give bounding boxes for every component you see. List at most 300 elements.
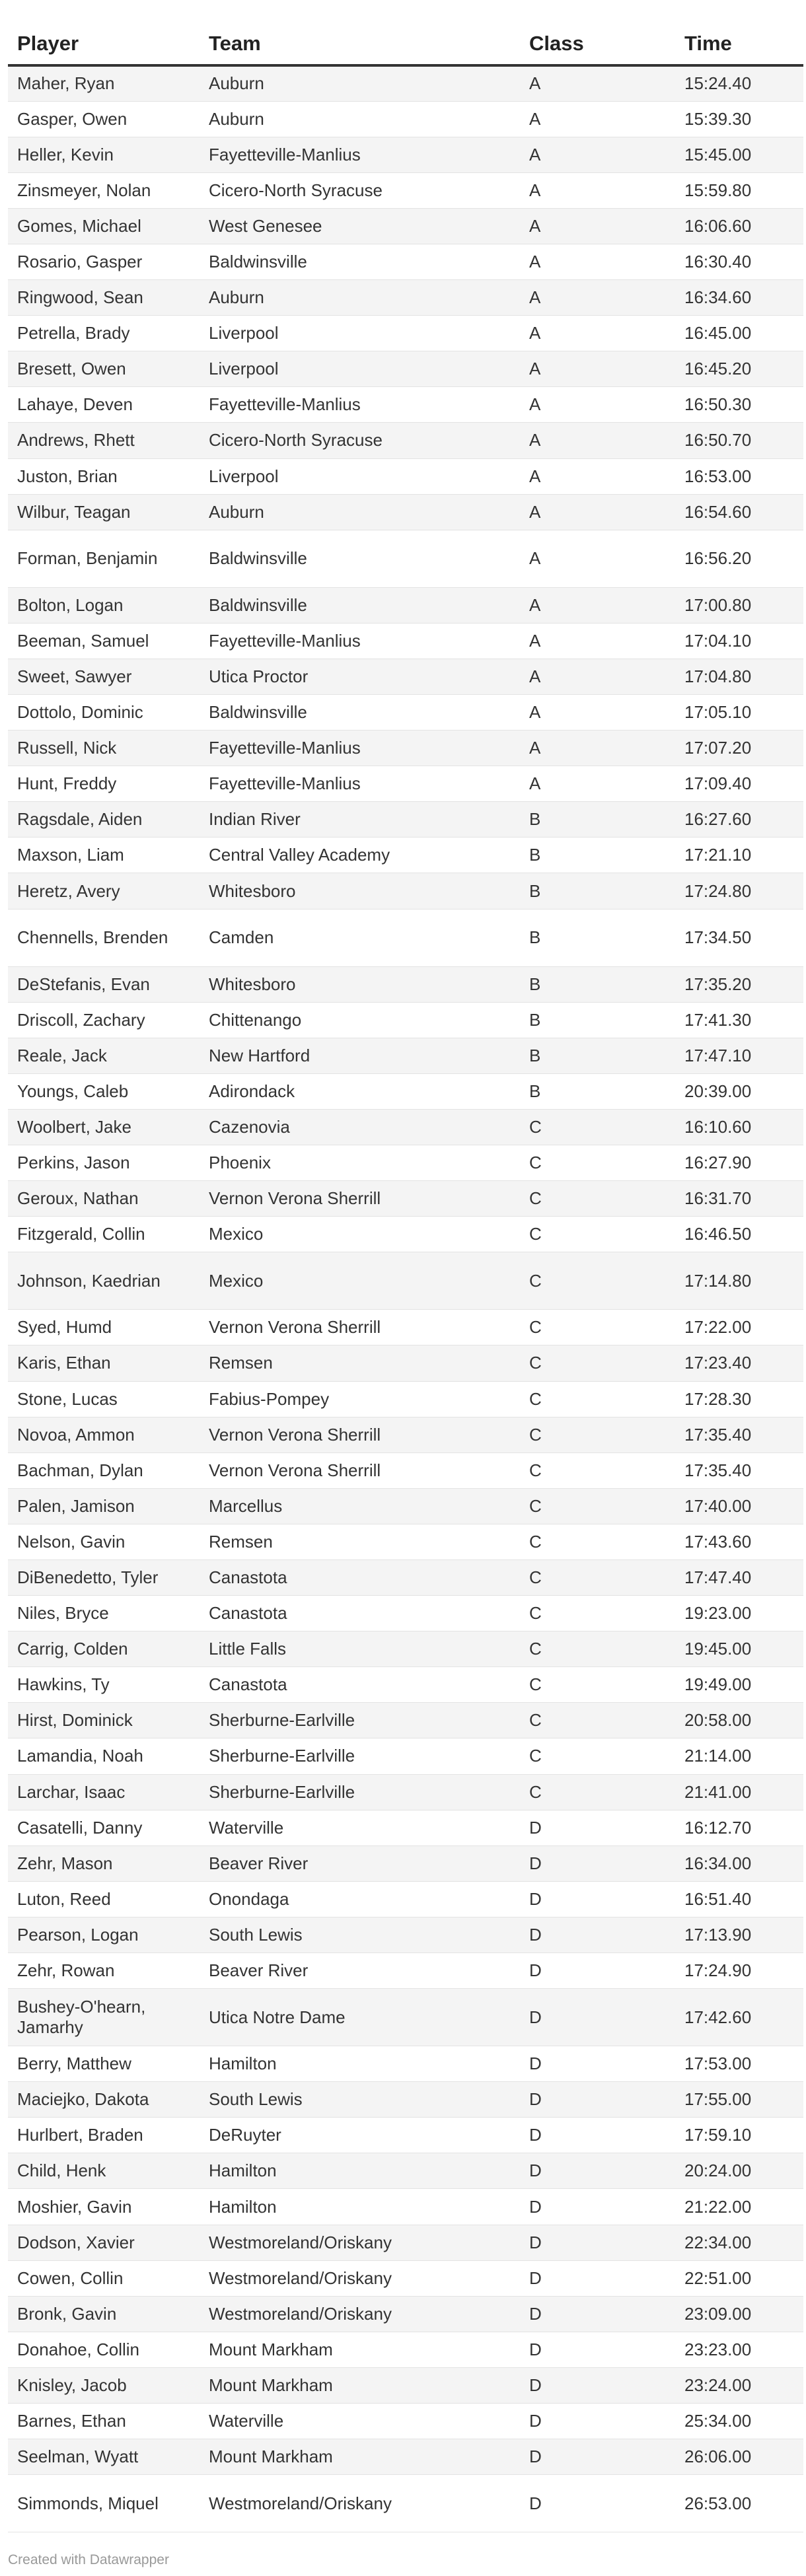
cell-class: D bbox=[520, 2046, 675, 2082]
cell-class: B bbox=[520, 1002, 675, 1038]
cell-team: Liverpool bbox=[200, 351, 520, 387]
cell-player: Geroux, Nathan bbox=[8, 1181, 200, 1217]
cell-team: Remsen bbox=[200, 1345, 520, 1381]
cell-time: 17:47.40 bbox=[675, 1559, 803, 1595]
table-row bbox=[8, 802, 803, 838]
table-row bbox=[8, 1953, 803, 1989]
cell-team: Cicero-North Syracuse bbox=[200, 423, 520, 458]
cell-player: Hirst, Dominick bbox=[8, 1703, 200, 1738]
table-row bbox=[8, 1524, 803, 1559]
cell-player: Rosario, Gasper bbox=[8, 244, 200, 279]
table-row bbox=[8, 766, 803, 802]
cell-time: 16:30.40 bbox=[675, 244, 803, 279]
table-row bbox=[8, 1038, 803, 1073]
cell-time: 23:23.00 bbox=[675, 2332, 803, 2367]
cell-player: Knisley, Jacob bbox=[8, 2367, 200, 2403]
cell-player: Stone, Lucas bbox=[8, 1381, 200, 1417]
cell-team: Phoenix bbox=[200, 1145, 520, 1181]
cell-time: 16:34.60 bbox=[675, 280, 803, 316]
table-row bbox=[8, 458, 803, 494]
cell-class: C bbox=[520, 1310, 675, 1345]
cell-team: Mount Markham bbox=[200, 2367, 520, 2403]
cell-player: Johnson, Kaedrian bbox=[8, 1252, 200, 1310]
table-row bbox=[8, 1631, 803, 1667]
cell-class: A bbox=[520, 280, 675, 316]
cell-class: C bbox=[520, 1596, 675, 1631]
table-row bbox=[8, 909, 803, 966]
cell-player: Bachman, Dylan bbox=[8, 1452, 200, 1488]
cell-player: Larchar, Isaac bbox=[8, 1774, 200, 1810]
cell-class: A bbox=[520, 458, 675, 494]
cell-player: Bronk, Gavin bbox=[8, 2296, 200, 2332]
table-row bbox=[8, 1310, 803, 1345]
table-row bbox=[8, 1596, 803, 1631]
cell-team: Fayetteville-Manlius bbox=[200, 731, 520, 766]
cell-player: DiBenedetto, Tyler bbox=[8, 1559, 200, 1595]
cell-team: Westmoreland/Oriskany bbox=[200, 2296, 520, 2332]
cell-player: Zehr, Mason bbox=[8, 1845, 200, 1881]
cell-team: Mexico bbox=[200, 1252, 520, 1310]
cell-class: D bbox=[520, 1845, 675, 1881]
cell-player: Dodson, Xavier bbox=[8, 2225, 200, 2260]
cell-time: 19:23.00 bbox=[675, 1596, 803, 1631]
cell-time: 16:31.70 bbox=[675, 1181, 803, 1217]
cell-team: Vernon Verona Sherrill bbox=[200, 1417, 520, 1452]
cell-class: B bbox=[520, 1038, 675, 1073]
cell-player: Zehr, Rowan bbox=[8, 1953, 200, 1989]
table-row bbox=[8, 1559, 803, 1595]
cell-player: Simmonds, Miquel bbox=[8, 2475, 200, 2532]
table-row bbox=[8, 1917, 803, 1952]
column-header-team[interactable]: Team bbox=[200, 22, 520, 65]
cell-team: Westmoreland/Oriskany bbox=[200, 2225, 520, 2260]
cell-player: Lamandia, Noah bbox=[8, 1738, 200, 1774]
header-row bbox=[8, 22, 803, 65]
cell-player: Maciejko, Dakota bbox=[8, 2082, 200, 2118]
cell-time: 26:06.00 bbox=[675, 2439, 803, 2475]
cell-player: Berry, Matthew bbox=[8, 2046, 200, 2082]
cell-player: Gasper, Owen bbox=[8, 101, 200, 137]
cell-time: 17:07.20 bbox=[675, 731, 803, 766]
cell-team: Westmoreland/Oriskany bbox=[200, 2260, 520, 2296]
cell-class: A bbox=[520, 623, 675, 659]
table-row bbox=[8, 2404, 803, 2439]
cell-team: Auburn bbox=[200, 494, 520, 530]
footer-credit: Created with Datawrapper bbox=[8, 2552, 169, 2567]
cell-player: Moshier, Gavin bbox=[8, 2189, 200, 2225]
cell-class: C bbox=[520, 1703, 675, 1738]
cell-class: A bbox=[520, 494, 675, 530]
cell-time: 16:34.00 bbox=[675, 1845, 803, 1881]
cell-player: Chennells, Brenden bbox=[8, 909, 200, 966]
table-row bbox=[8, 1881, 803, 1917]
cell-class: C bbox=[520, 1667, 675, 1703]
cell-time: 19:49.00 bbox=[675, 1667, 803, 1703]
cell-player: Hawkins, Ty bbox=[8, 1667, 200, 1703]
cell-time: 16:27.90 bbox=[675, 1145, 803, 1181]
cell-class: A bbox=[520, 530, 675, 587]
cell-class: C bbox=[520, 1559, 675, 1595]
cell-class: D bbox=[520, 2367, 675, 2403]
table-row bbox=[8, 1667, 803, 1703]
cell-class: A bbox=[520, 766, 675, 802]
cell-time: 17:47.10 bbox=[675, 1038, 803, 1073]
cell-time: 22:34.00 bbox=[675, 2225, 803, 2260]
table-row bbox=[8, 1181, 803, 1217]
cell-class: B bbox=[520, 966, 675, 1002]
cell-time: 16:54.60 bbox=[675, 494, 803, 530]
cell-player: Bolton, Logan bbox=[8, 587, 200, 623]
cell-class: D bbox=[520, 1810, 675, 1845]
cell-class: C bbox=[520, 1252, 675, 1310]
table-row bbox=[8, 2046, 803, 2082]
table-row bbox=[8, 966, 803, 1002]
cell-class: C bbox=[520, 1524, 675, 1559]
cell-player: Beeman, Samuel bbox=[8, 623, 200, 659]
cell-player: Lahaye, Deven bbox=[8, 387, 200, 423]
table-row bbox=[8, 1845, 803, 1881]
cell-class: C bbox=[520, 1774, 675, 1810]
cell-class: B bbox=[520, 909, 675, 966]
cell-team: Sherburne-Earlville bbox=[200, 1738, 520, 1774]
cell-class: B bbox=[520, 873, 675, 909]
cell-player: Andrews, Rhett bbox=[8, 423, 200, 458]
cell-time: 16:50.70 bbox=[675, 423, 803, 458]
cell-time: 16:50.30 bbox=[675, 387, 803, 423]
cell-player: Child, Henk bbox=[8, 2153, 200, 2189]
table-row bbox=[8, 2189, 803, 2225]
table-row bbox=[8, 695, 803, 731]
cell-time: 26:53.00 bbox=[675, 2475, 803, 2532]
cell-class: C bbox=[520, 1145, 675, 1181]
cell-team: Utica Notre Dame bbox=[200, 1989, 520, 2046]
cell-team: Mexico bbox=[200, 1217, 520, 1252]
cell-team: Mount Markham bbox=[200, 2332, 520, 2367]
table-row bbox=[8, 1073, 803, 1109]
cell-team: South Lewis bbox=[200, 2082, 520, 2118]
table-row bbox=[8, 1703, 803, 1738]
cell-time: 17:35.40 bbox=[675, 1452, 803, 1488]
cell-team: Whitesboro bbox=[200, 873, 520, 909]
cell-time: 17:43.60 bbox=[675, 1524, 803, 1559]
cell-class: C bbox=[520, 1109, 675, 1145]
cell-player: Bresett, Owen bbox=[8, 351, 200, 387]
cell-class: A bbox=[520, 731, 675, 766]
cell-class: C bbox=[520, 1452, 675, 1488]
cell-time: 17:24.80 bbox=[675, 873, 803, 909]
cell-class: B bbox=[520, 802, 675, 838]
cell-time: 17:28.30 bbox=[675, 1381, 803, 1417]
cell-player: Palen, Jamison bbox=[8, 1488, 200, 1524]
table-row bbox=[8, 494, 803, 530]
cell-player: Luton, Reed bbox=[8, 1881, 200, 1917]
cell-class: C bbox=[520, 1488, 675, 1524]
cell-player: Heller, Kevin bbox=[8, 137, 200, 172]
cell-player: Sweet, Sawyer bbox=[8, 659, 200, 694]
cell-team: Beaver River bbox=[200, 1953, 520, 1989]
cell-team: Little Falls bbox=[200, 1631, 520, 1667]
cell-team: Sherburne-Earlville bbox=[200, 1774, 520, 1810]
table-row bbox=[8, 530, 803, 587]
table-row bbox=[8, 2153, 803, 2189]
cell-player: Ragsdale, Aiden bbox=[8, 802, 200, 838]
cell-team: Waterville bbox=[200, 2404, 520, 2439]
cell-time: 17:22.00 bbox=[675, 1310, 803, 1345]
cell-player: Woolbert, Jake bbox=[8, 1109, 200, 1145]
cell-time: 21:22.00 bbox=[675, 2189, 803, 2225]
cell-team: Vernon Verona Sherrill bbox=[200, 1452, 520, 1488]
table-row bbox=[8, 731, 803, 766]
cell-time: 22:51.00 bbox=[675, 2260, 803, 2296]
cell-player: Dottolo, Dominic bbox=[8, 695, 200, 731]
cell-class: B bbox=[520, 838, 675, 873]
table-row bbox=[8, 2225, 803, 2260]
cell-player: Driscoll, Zachary bbox=[8, 1002, 200, 1038]
cell-player: Reale, Jack bbox=[8, 1038, 200, 1073]
cell-time: 17:55.00 bbox=[675, 2082, 803, 2118]
cell-player: Hunt, Freddy bbox=[8, 766, 200, 802]
table-row bbox=[8, 1738, 803, 1774]
cell-time: 17:04.80 bbox=[675, 659, 803, 694]
cell-team: Waterville bbox=[200, 1810, 520, 1845]
cell-player: Fitzgerald, Collin bbox=[8, 1217, 200, 1252]
cell-team: Auburn bbox=[200, 101, 520, 137]
cell-player: Juston, Brian bbox=[8, 458, 200, 494]
cell-team: DeRuyter bbox=[200, 2118, 520, 2153]
cell-class: A bbox=[520, 351, 675, 387]
cell-class: A bbox=[520, 208, 675, 244]
cell-team: Vernon Verona Sherrill bbox=[200, 1181, 520, 1217]
cell-time: 17:13.90 bbox=[675, 1917, 803, 1952]
cell-player: Nelson, Gavin bbox=[8, 1524, 200, 1559]
cell-class: C bbox=[520, 1345, 675, 1381]
cell-class: C bbox=[520, 1217, 675, 1252]
cell-class: D bbox=[520, 1989, 675, 2046]
cell-class: B bbox=[520, 1073, 675, 1109]
cell-class: D bbox=[520, 2475, 675, 2532]
cell-team: Fayetteville-Manlius bbox=[200, 623, 520, 659]
table-row bbox=[8, 659, 803, 694]
cell-player: Hurlbert, Braden bbox=[8, 2118, 200, 2153]
cell-time: 16:45.20 bbox=[675, 351, 803, 387]
cell-player: Maxson, Liam bbox=[8, 838, 200, 873]
cell-team: Adirondack bbox=[200, 1073, 520, 1109]
cell-player: Gomes, Michael bbox=[8, 208, 200, 244]
cell-team: Fayetteville-Manlius bbox=[200, 387, 520, 423]
table-row bbox=[8, 587, 803, 623]
cell-class: D bbox=[520, 2189, 675, 2225]
cell-team: Canastota bbox=[200, 1559, 520, 1595]
cell-team: Hamilton bbox=[200, 2046, 520, 2082]
cell-player: Casatelli, Danny bbox=[8, 1810, 200, 1845]
table-row bbox=[8, 423, 803, 458]
cell-team: South Lewis bbox=[200, 1917, 520, 1952]
cell-player: Novoa, Ammon bbox=[8, 1417, 200, 1452]
cell-time: 16:27.60 bbox=[675, 802, 803, 838]
table-row bbox=[8, 2367, 803, 2403]
cell-time: 15:39.30 bbox=[675, 101, 803, 137]
cell-team: Hamilton bbox=[200, 2153, 520, 2189]
cell-player: Petrella, Brady bbox=[8, 316, 200, 351]
table-row bbox=[8, 2332, 803, 2367]
column-header-class[interactable]: Class bbox=[520, 22, 675, 65]
cell-class: A bbox=[520, 101, 675, 137]
cell-time: 17:04.10 bbox=[675, 623, 803, 659]
cell-time: 16:06.60 bbox=[675, 208, 803, 244]
cell-team: Baldwinsville bbox=[200, 530, 520, 587]
table-row bbox=[8, 2296, 803, 2332]
cell-time: 17:35.20 bbox=[675, 966, 803, 1002]
table-row bbox=[8, 1488, 803, 1524]
cell-team: Indian River bbox=[200, 802, 520, 838]
table-row bbox=[8, 280, 803, 316]
table-row bbox=[8, 387, 803, 423]
cell-class: C bbox=[520, 1631, 675, 1667]
cell-player: Perkins, Jason bbox=[8, 1145, 200, 1181]
cell-class: D bbox=[520, 1881, 675, 1917]
cell-team: Liverpool bbox=[200, 458, 520, 494]
table-row bbox=[8, 2260, 803, 2296]
cell-team: Fayetteville-Manlius bbox=[200, 137, 520, 172]
cell-player: Pearson, Logan bbox=[8, 1917, 200, 1952]
table-row bbox=[8, 623, 803, 659]
cell-player: Karis, Ethan bbox=[8, 1345, 200, 1381]
cell-class: D bbox=[520, 1953, 675, 1989]
cell-class: D bbox=[520, 2260, 675, 2296]
table-row bbox=[8, 351, 803, 387]
table-row bbox=[8, 172, 803, 208]
cell-team: West Genesee bbox=[200, 208, 520, 244]
cell-time: 17:14.80 bbox=[675, 1252, 803, 1310]
cell-class: A bbox=[520, 137, 675, 172]
cell-time: 17:35.40 bbox=[675, 1417, 803, 1452]
cell-player: Youngs, Caleb bbox=[8, 1073, 200, 1109]
cell-time: 17:34.50 bbox=[675, 909, 803, 966]
cell-class: D bbox=[520, 2404, 675, 2439]
table-row bbox=[8, 2475, 803, 2532]
cell-class: D bbox=[520, 1917, 675, 1952]
cell-team: Utica Proctor bbox=[200, 659, 520, 694]
cell-time: 17:40.00 bbox=[675, 1488, 803, 1524]
cell-class: A bbox=[520, 65, 675, 101]
cell-team: Fayetteville-Manlius bbox=[200, 766, 520, 802]
cell-player: Ringwood, Sean bbox=[8, 280, 200, 316]
cell-player: Forman, Benjamin bbox=[8, 530, 200, 587]
cell-team: Whitesboro bbox=[200, 966, 520, 1002]
cell-team: Hamilton bbox=[200, 2189, 520, 2225]
cell-time: 16:46.50 bbox=[675, 1217, 803, 1252]
cell-class: A bbox=[520, 659, 675, 694]
cell-player: Carrig, Colden bbox=[8, 1631, 200, 1667]
cell-time: 25:34.00 bbox=[675, 2404, 803, 2439]
cell-team: Auburn bbox=[200, 65, 520, 101]
table-row bbox=[8, 1109, 803, 1145]
table-row bbox=[8, 2439, 803, 2475]
cell-class: D bbox=[520, 2439, 675, 2475]
table-body bbox=[8, 65, 803, 2532]
cell-player: DeStefanis, Evan bbox=[8, 966, 200, 1002]
cell-player: Bushey-O'hearn, Jamarhy bbox=[8, 1989, 200, 2046]
cell-time: 16:51.40 bbox=[675, 1881, 803, 1917]
table-row bbox=[8, 316, 803, 351]
cell-player: Barnes, Ethan bbox=[8, 2404, 200, 2439]
cell-team: Cazenovia bbox=[200, 1109, 520, 1145]
table-row bbox=[8, 873, 803, 909]
cell-time: 15:45.00 bbox=[675, 137, 803, 172]
cell-player: Niles, Bryce bbox=[8, 1596, 200, 1631]
cell-team: Baldwinsville bbox=[200, 587, 520, 623]
cell-class: A bbox=[520, 316, 675, 351]
cell-time: 23:09.00 bbox=[675, 2296, 803, 2332]
cell-class: A bbox=[520, 172, 675, 208]
cell-team: Canastota bbox=[200, 1596, 520, 1631]
cell-time: 17:05.10 bbox=[675, 695, 803, 731]
table-row bbox=[8, 137, 803, 172]
cell-time: 17:00.80 bbox=[675, 587, 803, 623]
cell-class: D bbox=[520, 2082, 675, 2118]
cell-time: 17:59.10 bbox=[675, 2118, 803, 2153]
cell-class: D bbox=[520, 2332, 675, 2367]
cell-time: 17:41.30 bbox=[675, 1002, 803, 1038]
table-row bbox=[8, 1774, 803, 1810]
table-row bbox=[8, 1002, 803, 1038]
table-row bbox=[8, 1381, 803, 1417]
cell-class: C bbox=[520, 1181, 675, 1217]
cell-team: Fabius-Pompey bbox=[200, 1381, 520, 1417]
cell-class: A bbox=[520, 244, 675, 279]
cell-team: Baldwinsville bbox=[200, 695, 520, 731]
cell-player: Cowen, Collin bbox=[8, 2260, 200, 2296]
cell-player: Maher, Ryan bbox=[8, 65, 200, 101]
cell-time: 15:59.80 bbox=[675, 172, 803, 208]
table-row bbox=[8, 1989, 803, 2046]
column-header-time[interactable]: Time bbox=[675, 22, 803, 65]
cell-team: Marcellus bbox=[200, 1488, 520, 1524]
table-row bbox=[8, 101, 803, 137]
cell-team: Liverpool bbox=[200, 316, 520, 351]
cell-time: 16:53.00 bbox=[675, 458, 803, 494]
cell-time: 19:45.00 bbox=[675, 1631, 803, 1667]
cell-team: Onondaga bbox=[200, 1881, 520, 1917]
table-row bbox=[8, 1810, 803, 1845]
cell-class: C bbox=[520, 1417, 675, 1452]
cell-class: D bbox=[520, 2296, 675, 2332]
table-row bbox=[8, 65, 803, 101]
cell-class: D bbox=[520, 2118, 675, 2153]
table-row bbox=[8, 1145, 803, 1181]
cell-player: Seelman, Wyatt bbox=[8, 2439, 200, 2475]
cell-player: Syed, Humd bbox=[8, 1310, 200, 1345]
table-row bbox=[8, 244, 803, 279]
cell-time: 17:53.00 bbox=[675, 2046, 803, 2082]
cell-player: Russell, Nick bbox=[8, 731, 200, 766]
cell-team: Central Valley Academy bbox=[200, 838, 520, 873]
cell-time: 17:23.40 bbox=[675, 1345, 803, 1381]
cell-class: A bbox=[520, 587, 675, 623]
cell-player: Wilbur, Teagan bbox=[8, 494, 200, 530]
table-row bbox=[8, 208, 803, 244]
table-row bbox=[8, 2118, 803, 2153]
cell-team: Mount Markham bbox=[200, 2439, 520, 2475]
cell-class: A bbox=[520, 387, 675, 423]
cell-class: A bbox=[520, 695, 675, 731]
cell-team: Chittenango bbox=[200, 1002, 520, 1038]
cell-player: Zinsmeyer, Nolan bbox=[8, 172, 200, 208]
column-header-player[interactable]: Player bbox=[8, 22, 200, 65]
cell-class: A bbox=[520, 423, 675, 458]
cell-class: C bbox=[520, 1738, 675, 1774]
table-row bbox=[8, 1417, 803, 1452]
